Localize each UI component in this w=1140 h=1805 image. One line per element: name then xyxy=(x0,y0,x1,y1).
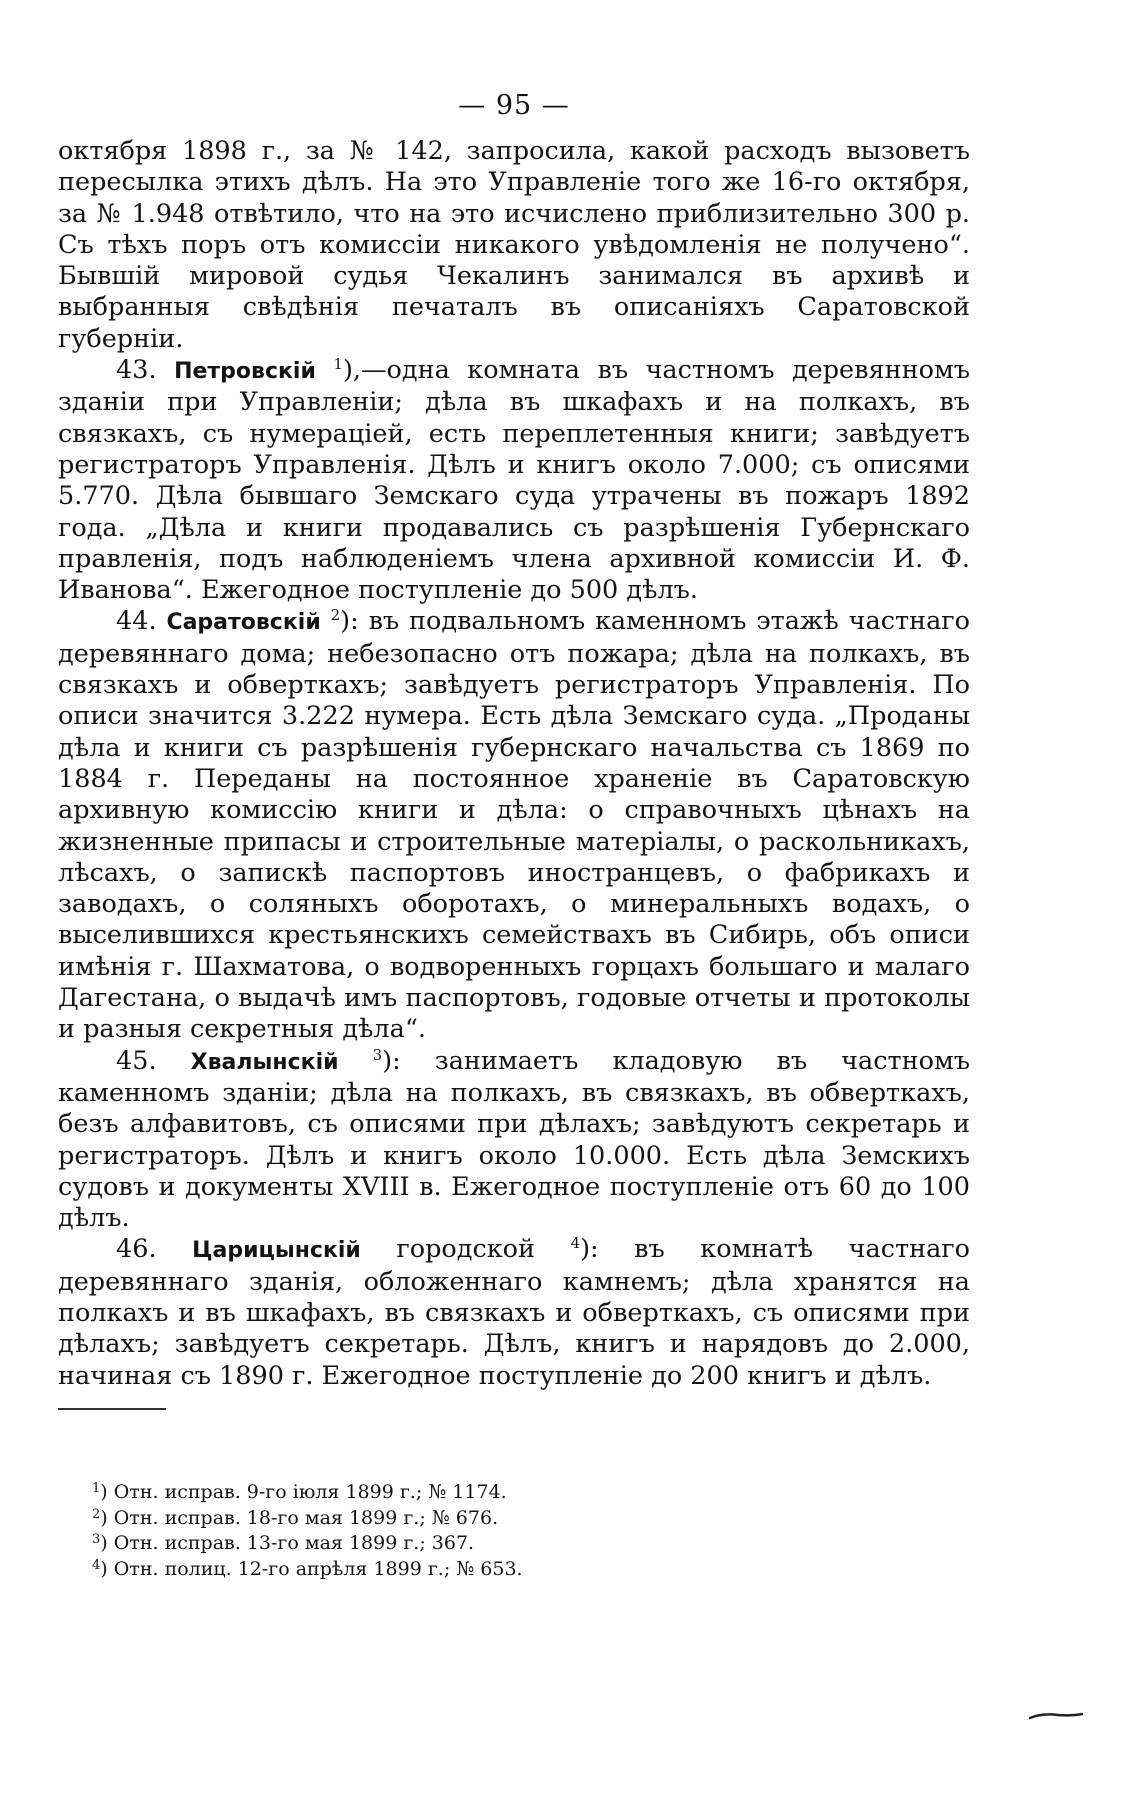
footnote-ref: 3 xyxy=(372,1045,383,1064)
uezd-name: Хвалынскій xyxy=(190,1049,339,1075)
uezd-name: Саратовскій xyxy=(166,610,321,636)
entry-45 xyxy=(58,1046,970,1235)
footnote-ref: 1 xyxy=(333,355,343,374)
page-number: — 95 — xyxy=(458,90,570,121)
footnote-ref: 2 xyxy=(330,606,341,625)
footnote-mark: 4 xyxy=(92,1557,101,1573)
footnote-ref: 4 xyxy=(570,1234,581,1253)
entry-number: 43. xyxy=(116,355,157,386)
entry-number: 46. xyxy=(116,1234,157,1265)
document-page xyxy=(58,88,970,1748)
footnote-4 xyxy=(92,1557,792,1583)
entry-number: 45. xyxy=(116,1045,157,1076)
main-text xyxy=(58,136,970,1392)
entry-46 xyxy=(58,1234,970,1391)
scan-artifact-mark xyxy=(1028,1712,1084,1720)
uezd-name: Петровскій xyxy=(174,359,316,385)
entry-text: ): въ комнатѣ частнаго деревяннаго зданія, обложеннаго камнемъ; дѣла хранятся на полкахъ и въ шкафахъ, въ связкахъ и обверткахъ, съ описями при дѣлахъ; завѣдуетъ секретарь. Дѣлъ, книгъ и нарядовъ до 2.000, начиная съ 1890 г. Ежегодное поступленіе до 200 книгъ и дѣлъ. xyxy=(58,1234,970,1391)
footnote-mark: 1 xyxy=(92,1481,101,1496)
footnote-text: ) Отн. полиц. 12-го апрѣля 1899 г.; № 653. xyxy=(100,1557,523,1580)
footnote-2 xyxy=(92,1506,792,1532)
footnote-1 xyxy=(92,1480,792,1506)
footnote-divider xyxy=(58,1408,166,1410)
footnote-mark: 2 xyxy=(92,1506,101,1522)
footnote-text: ) Отн. исправ. 13-го мая 1899 г.; 367. xyxy=(100,1532,475,1554)
entry-44 xyxy=(58,606,970,1045)
footnote-text: ) Отн. исправ. 9-го іюля 1899 г.; № 1174. xyxy=(100,1481,507,1503)
name-suffix: городской xyxy=(360,1234,571,1265)
footnote-text: ) Отн. исправ. 18-го мая 1899 г.; № 676. xyxy=(100,1506,499,1529)
footnotes xyxy=(92,1480,792,1582)
footnote-mark: 3 xyxy=(92,1532,101,1547)
entry-text: ),—одна комната въ частномъ деревянномъ зданіи при Управленіи; дѣла въ шкафахъ и на полкахъ, въ связкахъ, съ нумераціей, есть переплетенныя книги; завѣдуетъ регистраторъ Управленія. Дѣлъ и книгъ около 7.000; съ описями 5.770. Дѣла бывшаго Земскаго суда утрачены въ пожаръ 1892 года. „Дѣла и книги продавались съ разрѣшенія Губернскаго правленія, подъ наблюденіемъ члена архивной комиссіи И. Ф. Иванова“. Ежегодное поступленіе до 500 дѣлъ. xyxy=(58,355,970,606)
entry-number: 44. xyxy=(116,606,157,637)
entry-text: ): въ подвальномъ каменномъ этажѣ частнаго деревяннаго дома; небезопасно отъ пожара; дѣла на полкахъ, въ связкахъ и обверткахъ; завѣдуетъ регистраторъ Управленія. По описи значится 3.222 нумера. Есть дѣла Земскаго суда. „Проданы дѣла и книги съ разрѣшенія губернскаго начальства съ 1869 по 1884 г. Переданы на постоянное храненіе въ Саратовскую архивную комиссію книги и дѣла: о справочныхъ цѣнахъ на жизненные припасы и строительные матеріалы, о раскольникахъ, лѣсахъ, о запискѣ паспортовъ иностранцевъ, о фабрикахъ и заводахъ, о соляныхъ оборотахъ, о минеральныхъ водахъ, о выселившихся крестьянскихъ семействахъ въ Сибирь, объ описи имѣнія г. Шахматова, о водворенныхъ горцахъ большаго и малаго Дагестана, о выдачѣ имъ паспортовъ, годовые отчеты и протоколы и разныя секретныя дѣла“. xyxy=(58,606,970,1045)
entry-text: ): занимаетъ кладовую въ частномъ каменномъ зданіи; дѣла на полкахъ, въ связкахъ, въ обверткахъ, безъ алфавитовъ, съ описями при дѣлахъ; завѣдуютъ секретарь и регистраторъ. Дѣлъ и книгъ около 10.000. Есть дѣла Земскихъ судовъ и документы XVIII в. Ежегодное поступленіе отъ 60 до 100 дѣлъ. xyxy=(58,1045,971,1234)
entry-43 xyxy=(58,355,970,606)
footnote-3 xyxy=(92,1531,792,1557)
intro-paragraph: октября 1898 г., за № 142, запросила, какой расходъ вызоветъ пересылка этихъ дѣлъ. На это Управленіе того же 16-го октября, за № 1.948 отвѣтило, что на это исчислено приблизительно 300 р. Съ тѣхъ поръ отъ комиссіи никакого увѣдомленія не получено“. Бывшій мировой судья Чекалинъ занимался въ архивѣ и выбранныя свѣдѣнія печаталъ въ описаніяхъ Саратовской губерніи. xyxy=(58,136,970,354)
uezd-name: Царицынскій xyxy=(192,1238,361,1264)
